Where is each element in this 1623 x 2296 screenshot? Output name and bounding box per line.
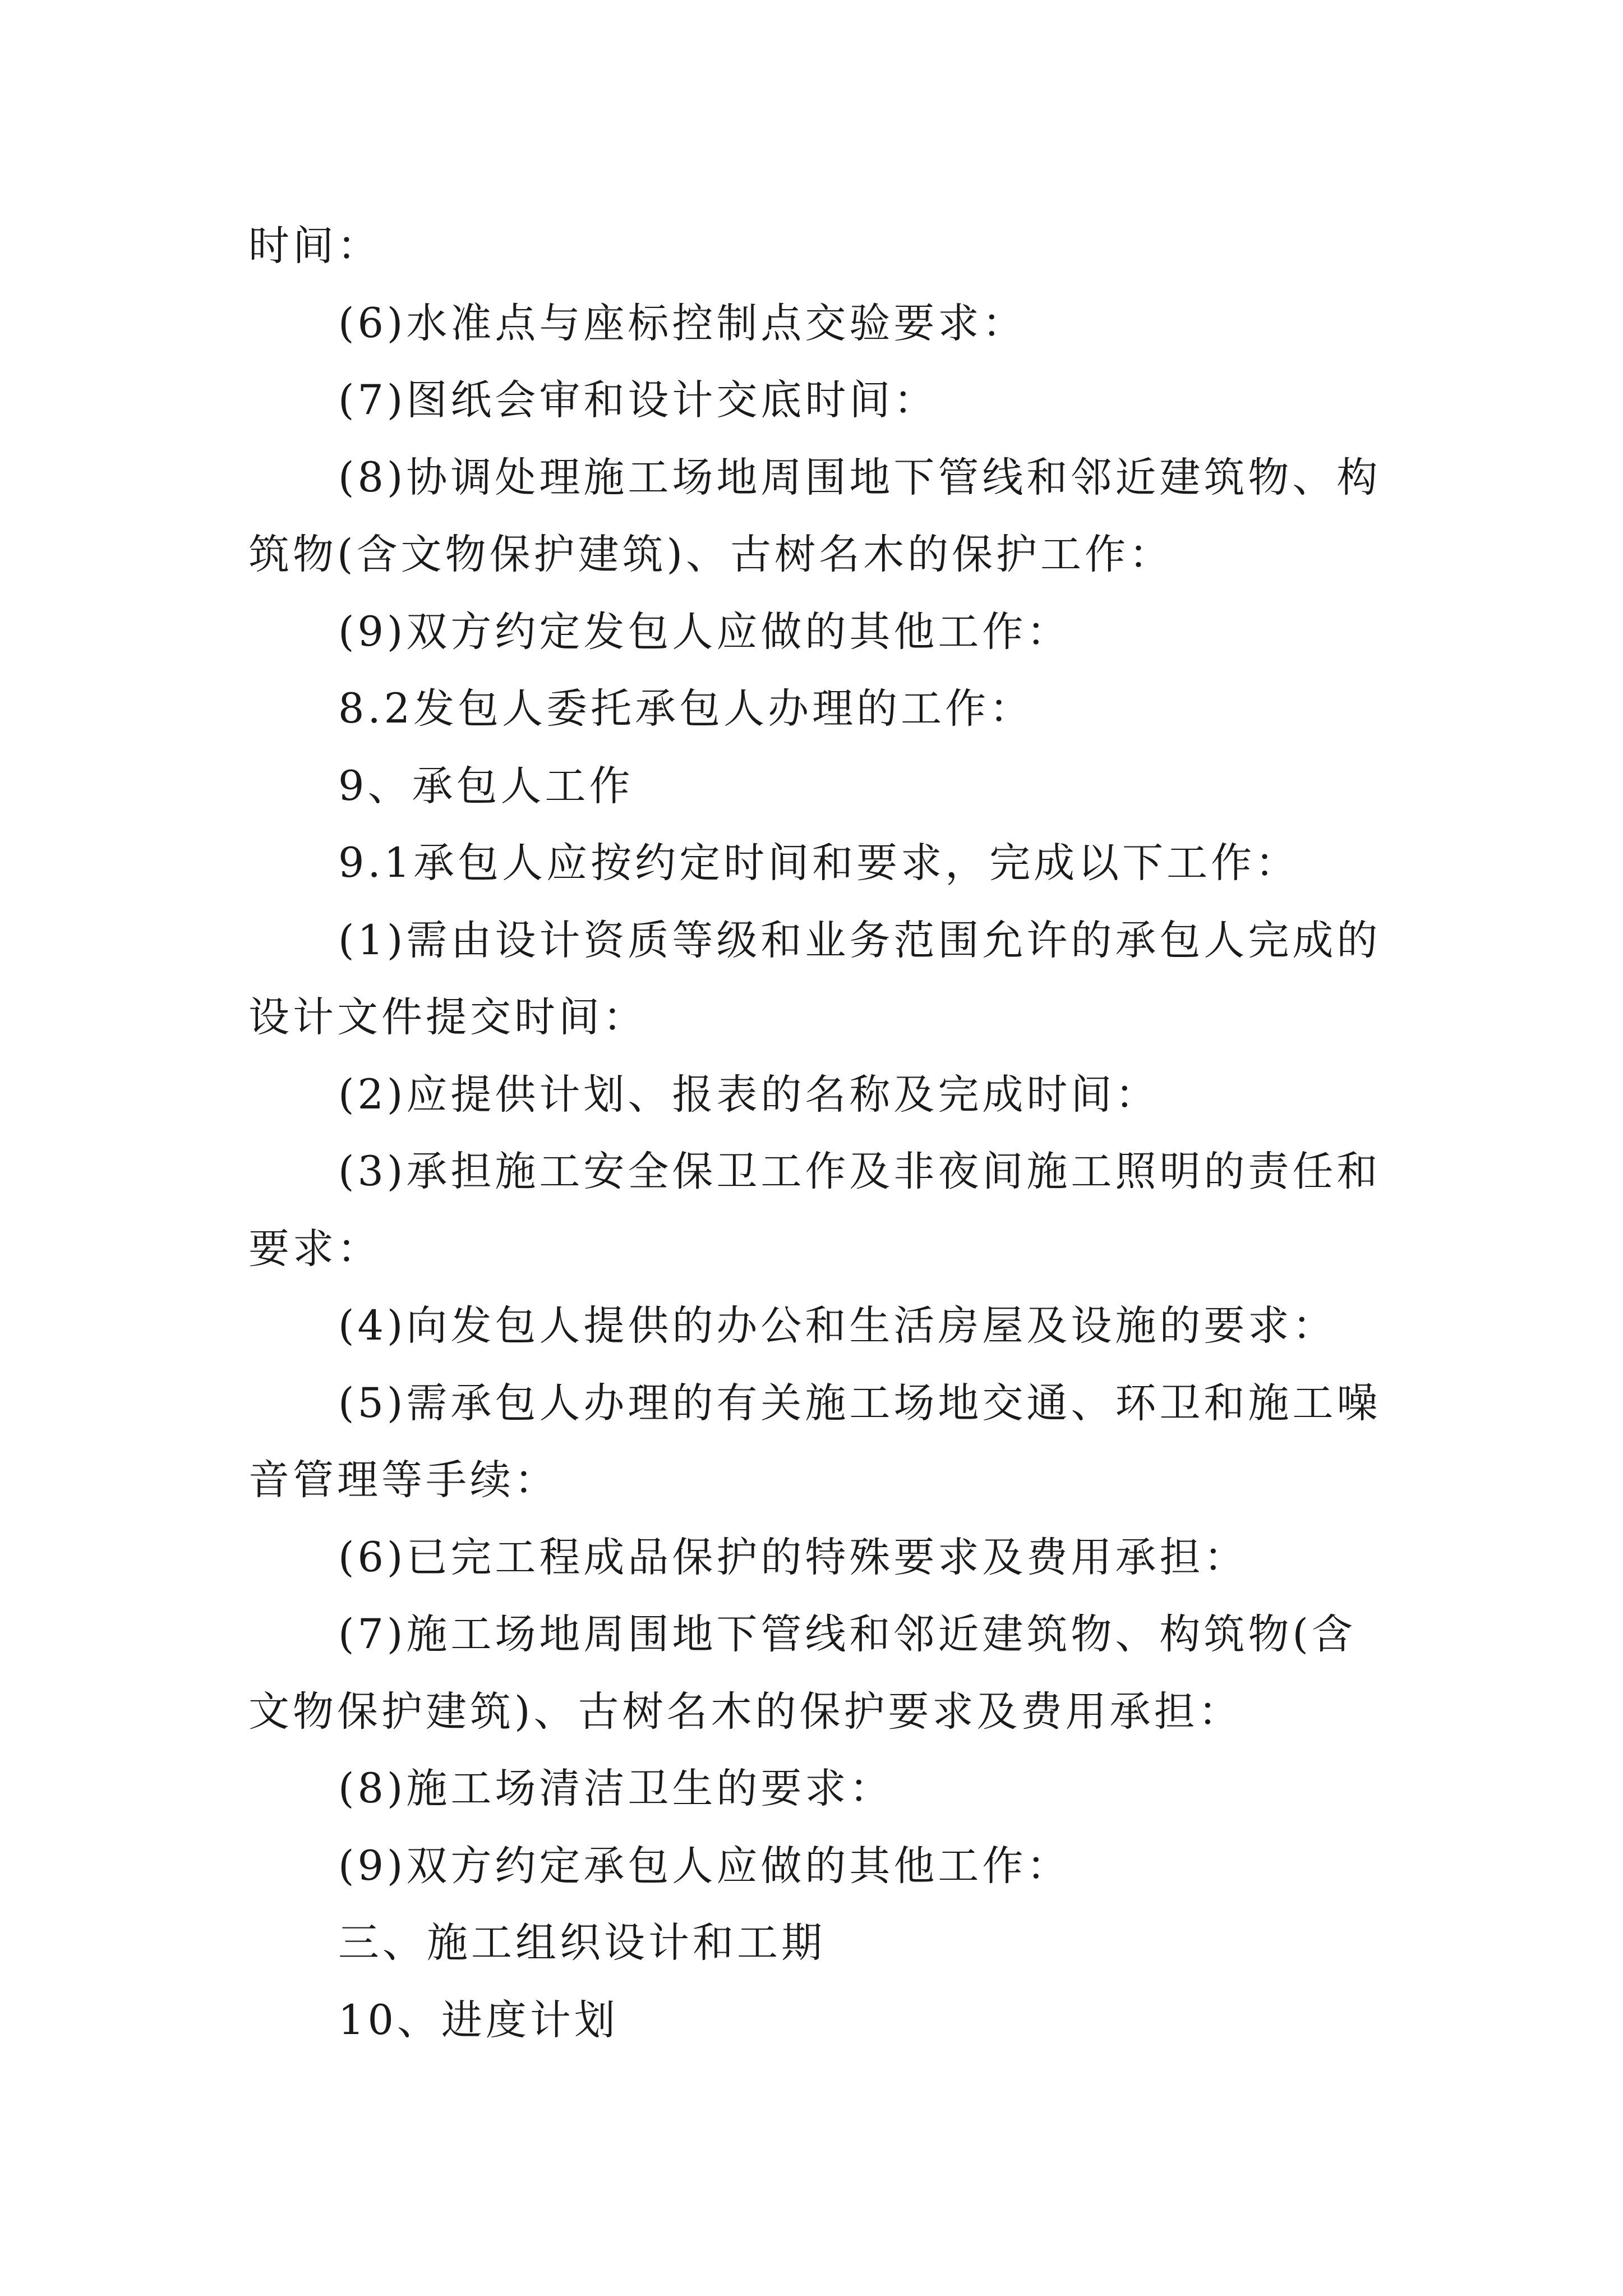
paragraph-section: 8.2发包人委托承包人办理的工作： (338, 685, 1034, 733)
paragraph-item: (8)协调处理施工场地周围地下管线和邻近建筑物、构筑物(含文物保护建筑)、古树名木的保护工作： (248, 453, 1381, 578)
paragraph-section: 9.1承包人应按约定时间和要求，完成以下工作： (338, 839, 1300, 887)
paragraph-heading: 10、进度计划 (338, 1996, 619, 2044)
paragraph-item: (7)图纸会审和设计交底时间： (338, 376, 938, 424)
paragraph-item: (4)向发包人提供的办公和生活房屋及设施的要求： (338, 1302, 1337, 1350)
paragraph-item: (2)应提供计划、报表的名称及完成时间： (338, 1070, 1160, 1119)
paragraph-item: (9)双方约定承包人应做的其他工作： (338, 1842, 1071, 1890)
paragraph-item: (8)施工场清洁卫生的要求： (338, 1765, 894, 1812)
document-body (248, 208, 1387, 2059)
paragraph-item: (9)双方约定发包人应做的其他工作： (338, 608, 1071, 656)
paragraph-heading: 9、承包人工作 (338, 762, 634, 810)
paragraph-time: 时间： (248, 222, 381, 270)
paragraph-item: (5)需承包人办理的有关施工场地交通、环卫和施工噪音管理等手续： (248, 1379, 1381, 1504)
paragraph-item: (7)施工场地周围地下管线和邻近建筑物、构筑物(含文物保护建筑)、古树名木的保护要求及费用承担： (248, 1611, 1356, 1736)
paragraph-item: (1)需由设计资质等级和业务范围允许的承包人完成的设计文件提交时间： (248, 916, 1381, 1041)
paragraph-item: (6)水准点与座标控制点交验要求： (338, 299, 1027, 347)
chapter-heading: 三、施工组织设计和工期 (338, 1919, 826, 1967)
paragraph-item: (6)已完工程成品保护的特殊要求及费用承担： (338, 1533, 1248, 1581)
paragraph-item: (3)承担施工安全保卫工作及非夜间施工照明的责任和要求： (248, 1148, 1381, 1273)
